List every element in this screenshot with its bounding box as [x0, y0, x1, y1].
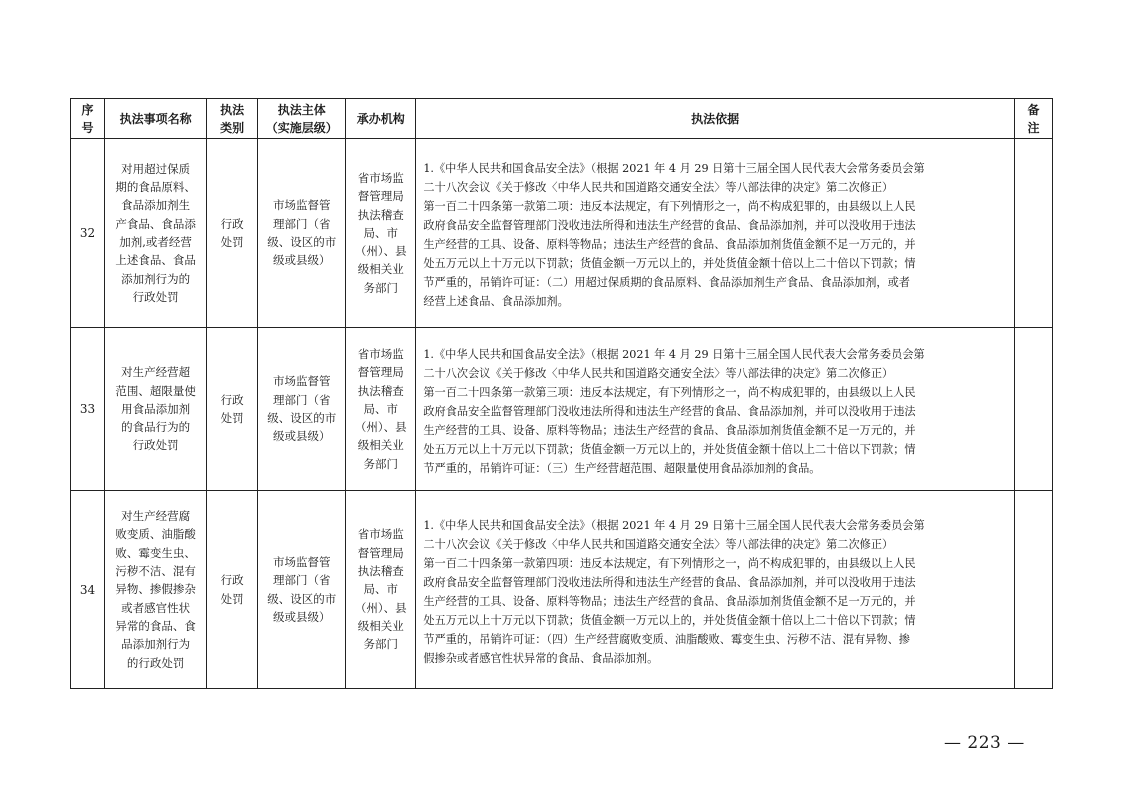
- table-row: [71, 328, 1053, 491]
- row-serial-number: 33: [71, 328, 105, 491]
- row-handling-agency: 省市场监 督管理局 执法稽查 局、市 （州）、县 级相关业 务部门: [346, 139, 416, 328]
- row-enforcement-body: 市场监督管 理部门（省 级、设区的市 级或县级）: [258, 328, 346, 491]
- header-serial-number: 序号: [71, 99, 105, 139]
- row-remarks: [1014, 328, 1052, 491]
- row-item-name: 对用超过保质 期的食品原料、 食品添加剂生 产食品、食品添 加剂,或者经营 上述食品、食品 添加剂行为的 行政处罚: [105, 139, 207, 328]
- enforcement-items-table: [70, 98, 1053, 689]
- table-header-row: [71, 99, 1053, 139]
- row-legal-basis: 1.《中华人民共和国食品安全法》（根据 2021 年 4 月 29 日第十三届全国人民代表大会常务委员会第 二十八次会议《关于修改〈中华人民共和国道路交通安全法〉等八部法律的决定》第二次修正） 第一百二十四条第一款第四项：违反本法规定，有下列情形之一，尚不构成犯罪的，由县级以上人民 政府食品安全监督管理部门没收违法所得和违法生产经营的食品、食品添加剂，并可以没收用于违法 生产经营的工具、设备、原料等物品；违法生产经营的食品、食品添加剂货值金额不足一万元的，并 处五万元以上十万元以下罚款；货值金额一万元以上的，并处货值金额十倍以上二十倍以下罚款；情 节严重的，吊销许可证：（四）生产经营腐败变质、油脂酸败、霉变生虫、污秽不洁、混有异物、掺 假掺杂或者感官性状异常的食品、食品添加剂。: [416, 491, 1015, 689]
- header-enforcement-type: 执法 类别: [207, 99, 258, 139]
- header-item-name: 执法事项名称: [105, 99, 207, 139]
- row-enforcement-type: 行政 处罚: [207, 328, 258, 491]
- header-handling-agency: 承办机构: [346, 99, 416, 139]
- row-item-name: 对生产经营超 范围、超限量使 用食品添加剂 的食品行为的 行政处罚: [105, 328, 207, 491]
- row-remarks: [1014, 139, 1052, 328]
- header-legal-basis: 执法依据: [416, 99, 1015, 139]
- row-enforcement-type: 行政 处罚: [207, 139, 258, 328]
- header-remarks: 备注: [1014, 99, 1052, 139]
- row-legal-basis: 1.《中华人民共和国食品安全法》（根据 2021 年 4 月 29 日第十三届全国人民代表大会常务委员会第 二十八次会议《关于修改〈中华人民共和国道路交通安全法〉等八部法律的决定》第二次修正） 第一百二十四条第一款第二项：违反本法规定，有下列情形之一，尚不构成犯罪的，由县级以上人民 政府食品安全监督管理部门没收违法所得和违法生产经营的食品、食品添加剂，并可以没收用于违法 生产经营的工具、设备、原料等物品；违法生产经营的食品、食品添加剂货值金额不足一万元的，并 处五万元以上十万元以下罚款；货值金额一万元以上的，并处货值金额十倍以上二十倍以下罚款；情 节严重的，吊销许可证：（二）用超过保质期的食品原料、食品添加剂生产食品、食品添加剂，或者 经营上述食品、食品添加剂。: [416, 139, 1015, 328]
- row-remarks: [1014, 491, 1052, 689]
- table-row: [71, 139, 1053, 328]
- row-handling-agency: 省市场监 督管理局 执法稽查 局、市 （州）、县 级相关业 务部门: [346, 491, 416, 689]
- row-serial-number: 34: [71, 491, 105, 689]
- row-item-name: 对生产经营腐 败变质、油脂酸 败、霉变生虫、 污秽不洁、混有 异物、掺假掺杂 或者感官性状 异常的食品、食 品添加剂行为 的行政处罚: [105, 491, 207, 689]
- table-row: [71, 491, 1053, 689]
- row-legal-basis: 1.《中华人民共和国食品安全法》（根据 2021 年 4 月 29 日第十三届全国人民代表大会常务委员会第 二十八次会议《关于修改〈中华人民共和国道路交通安全法〉等八部法律的决定》第二次修正） 第一百二十四条第一款第三项：违反本法规定，有下列情形之一，尚不构成犯罪的，由县级以上人民 政府食品安全监督管理部门没收违法所得和违法生产经营的食品、食品添加剂，并可以没收用于违法 生产经营的工具、设备、原料等物品；违法生产经营的食品、食品添加剂货值金额不足一万元的，并 处五万元以上十万元以下罚款；货值金额一万元以上的，并处货值金额十倍以上二十倍以下罚款；情 节严重的，吊销许可证：（三）生产经营超范围、超限量使用食品添加剂的食品。: [416, 328, 1015, 491]
- row-handling-agency: 省市场监 督管理局 执法稽查 局、市 （州）、县 级相关业 务部门: [346, 328, 416, 491]
- page-number: — 223 —: [944, 733, 1025, 753]
- row-enforcement-type: 行政 处罚: [207, 491, 258, 689]
- row-enforcement-body: 市场监督管 理部门（省 级、设区的市 级或县级）: [258, 139, 346, 328]
- header-enforcement-body: 执法主体 （实施层级）: [258, 99, 346, 139]
- row-enforcement-body: 市场监督管 理部门（省 级、设区的市 级或县级）: [258, 491, 346, 689]
- row-serial-number: 32: [71, 139, 105, 328]
